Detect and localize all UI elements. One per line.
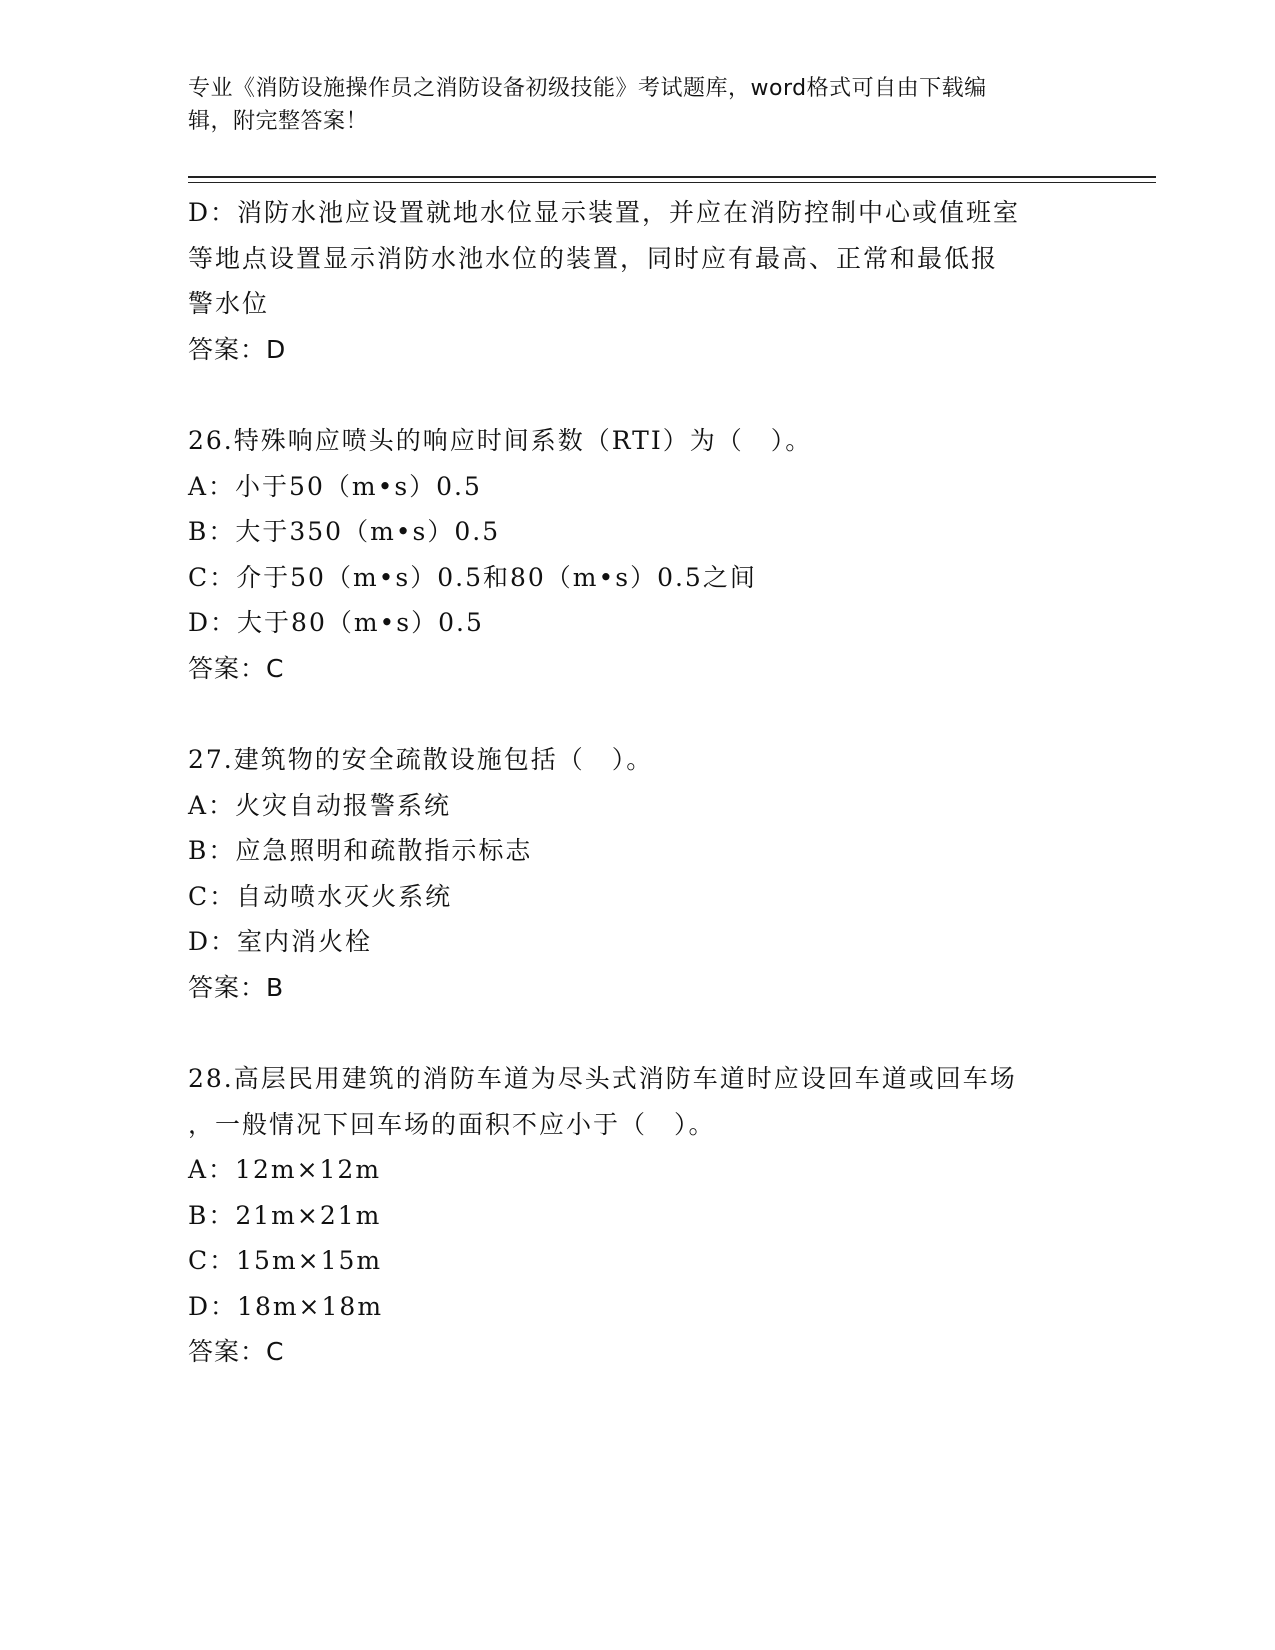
header-rule-thick [188, 176, 1156, 178]
question-content [188, 190, 1088, 1375]
header-rule-thin [188, 182, 1156, 183]
spacer [188, 1010, 1088, 1056]
question-25-tail [188, 190, 1088, 372]
option-b: B：应急照明和疏散指示标志 [188, 836, 533, 865]
question-28 [188, 1056, 1088, 1375]
option-a: A：火灾自动报警系统 [188, 790, 452, 820]
question-stem: 26.特殊响应喷头的响应时间系数（RTI）为（ ）。 [188, 426, 813, 455]
spacer [188, 372, 1088, 418]
option-d-line: 等地点设置显示消防水池水位的装置，同时应有最高、正常和最低报 [188, 243, 999, 273]
question-stem: 28.高层民用建筑的消防车道为尽头式消防车道时应设回车道或回车场 [188, 1064, 1017, 1093]
header-line-2: 辑，附完整答案！ [188, 109, 369, 134]
option-d-line: D：消防水池应设置就地水位显示装置，并应在消防控制中心或值班室 [188, 198, 1021, 227]
option-a: A：12m×12m [188, 1155, 382, 1184]
answer-line: 答案：C [188, 653, 285, 683]
option-b: B：大于350（m•s）0.5 [188, 517, 501, 546]
header-line-1: 专业《消防设施操作员之消防设备初级技能》考试题库，word格式可自由下载编 [188, 76, 987, 101]
question-27 [188, 737, 1088, 1010]
option-c: C：15m×15m [188, 1246, 383, 1275]
spacer [188, 691, 1088, 737]
question-stem: 27.建筑物的安全疏散设施包括（ ）。 [188, 745, 654, 774]
option-d: D：大于80（m•s）0.5 [188, 608, 484, 637]
answer-line: 答案：B [188, 972, 285, 1002]
option-d: D：室内消火栓 [188, 927, 373, 956]
option-d-line: 警水位 [188, 289, 270, 318]
option-c: C：介于50（m•s）0.5和80（m•s）0.5之间 [188, 562, 757, 592]
option-c: C：自动喷水灭火系统 [188, 881, 453, 911]
option-a: A：小于50（m•s）0.5 [188, 471, 482, 501]
option-b: B：21m×21m [188, 1200, 382, 1230]
question-stem: ，一般情况下回车场的面积不应小于（ ）。 [188, 1109, 716, 1139]
document-header [188, 72, 1088, 138]
answer-line: 答案：C [188, 1337, 285, 1366]
option-d: D：18m×18m [188, 1291, 384, 1321]
answer-line: 答案：D [188, 334, 287, 364]
question-26 [188, 418, 1088, 691]
